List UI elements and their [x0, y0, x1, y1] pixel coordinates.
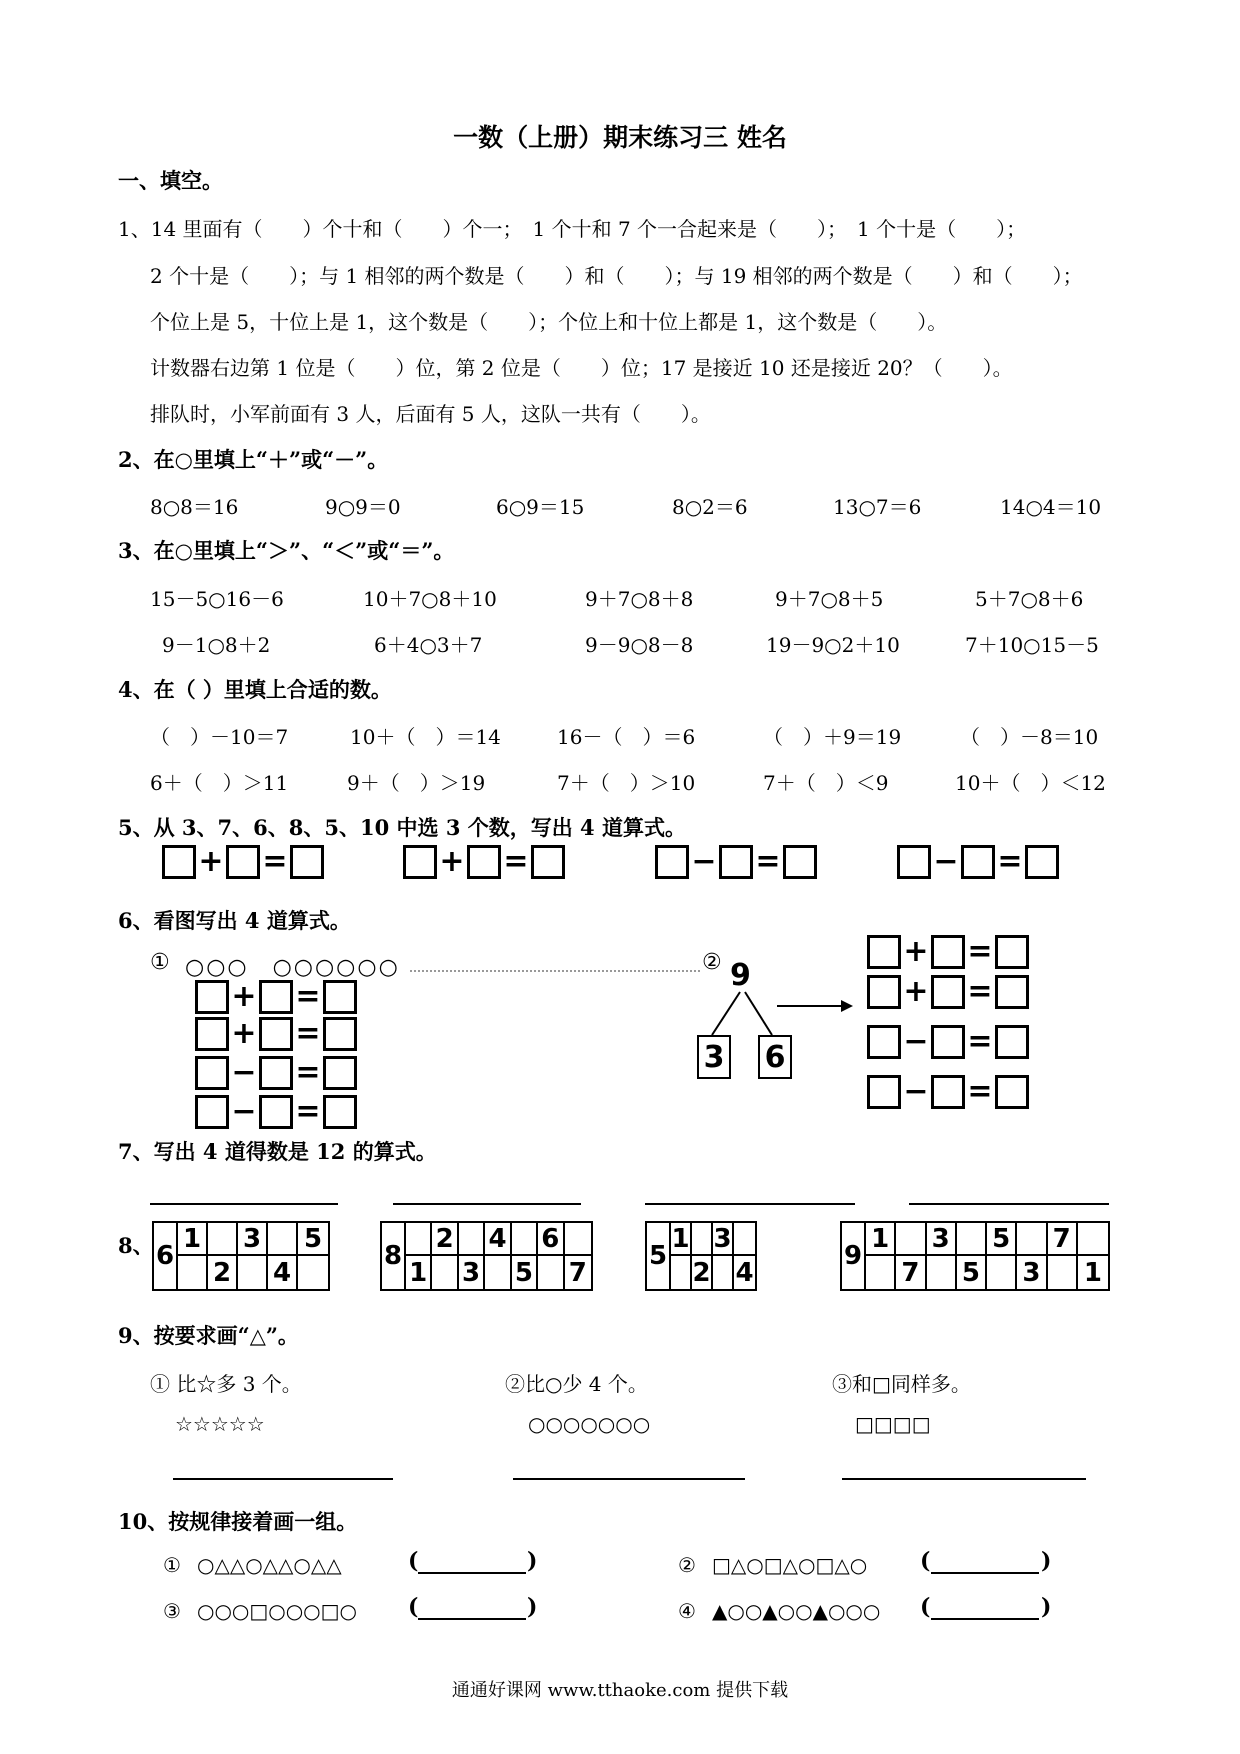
answer-box[interactable] — [323, 980, 357, 1014]
s9-question-2: ②比○少 4 个。 — [505, 1372, 648, 1396]
equals-sign: = — [295, 1055, 321, 1090]
s5-equation — [162, 845, 324, 879]
grid-cell-number: 3 — [927, 1223, 957, 1256]
s4-item: 10＋（ ）＝14 — [350, 725, 501, 749]
grid-cell-blank[interactable] — [485, 1256, 511, 1289]
equals-sign: = — [967, 1024, 993, 1059]
answer-box[interactable] — [995, 935, 1029, 969]
answer-line[interactable] — [513, 1478, 745, 1480]
s6-p2-equation — [867, 1075, 1029, 1109]
answer-box[interactable] — [931, 935, 965, 969]
answer-line[interactable] — [909, 1203, 1109, 1205]
s2-item: 13○7＝6 — [833, 495, 922, 519]
s4-item: 10＋（ ）＜12 — [955, 771, 1106, 795]
grid-cell-number: 4 — [735, 1257, 754, 1288]
s3-item: 10＋7○8＋10 — [363, 587, 497, 611]
grid-cell-blank[interactable] — [1048, 1256, 1078, 1289]
grid-cell-blank[interactable] — [866, 1256, 896, 1289]
grid-lead-number: 8 — [382, 1223, 406, 1289]
s9-question-3: ③和□同样多。 — [832, 1372, 971, 1396]
s10-item-sequence: ▲○○▲○○▲○○○ — [712, 1599, 881, 1623]
grid-cell-number: 6 — [538, 1223, 564, 1256]
s10-item-sequence: ○△△○△△○△△ — [197, 1553, 342, 1577]
bracket: ) — [1041, 1594, 1052, 1620]
grid-cell-number: 1 — [406, 1256, 432, 1289]
grid-cell-number: 1 — [866, 1223, 896, 1256]
s3-item: 6＋4○3＋7 — [374, 633, 483, 657]
equals-sign: = — [503, 844, 529, 879]
s6-p1-equation — [195, 1056, 357, 1090]
answer-box[interactable] — [403, 845, 437, 879]
answer-box[interactable] — [931, 1025, 965, 1059]
number-grid — [380, 1221, 593, 1291]
bracket: ( — [920, 1594, 931, 1620]
s2-item: 6○9＝15 — [496, 495, 585, 519]
grid-cell-blank[interactable] — [1078, 1223, 1108, 1256]
s3-item: 15－5○16－6 — [150, 587, 284, 611]
s3-item: 19－9○2＋10 — [766, 633, 900, 657]
grid-cell-blank[interactable] — [208, 1223, 238, 1256]
s6-p2-equation — [867, 1025, 1029, 1059]
grid-cell-number: 3 — [459, 1256, 485, 1289]
s1-line-4: 计数器右边第 1 位是（ ）位，第 2 位是（ ）位；17 是接近 10 还是接近 20？（ ）。 — [150, 356, 1013, 380]
answer-box[interactable] — [995, 1075, 1029, 1109]
s10-item-sequence: □△○□△○□△○ — [712, 1553, 868, 1577]
s9-figures-stars: ☆☆☆☆☆ — [175, 1412, 265, 1436]
answer-line[interactable] — [150, 1203, 338, 1205]
grid-cell-number: 3 — [238, 1223, 268, 1256]
picture-1-label: ① — [150, 950, 170, 975]
equals-sign: = — [967, 934, 993, 969]
grid-cell-number: 2 — [692, 1256, 713, 1289]
grid-cell-blank[interactable] — [459, 1223, 485, 1256]
section-8-label: 8、 — [118, 1233, 154, 1258]
section-10-heading: 10、按规律接着画一组。 — [118, 1509, 358, 1534]
s4-item: （ ）－10＝7 — [150, 725, 289, 749]
s9-question-1: ① 比☆多 3 个。 — [150, 1372, 302, 1396]
answer-box[interactable] — [195, 1056, 229, 1090]
s1-line-3: 个位上是 5，十位上是 1，这个数是（ ）；个位上和十位上都是 1，这个数是（ ）。 — [150, 310, 948, 334]
operator: − — [903, 1074, 929, 1109]
operator: + — [903, 974, 929, 1009]
answer-box[interactable] — [655, 845, 689, 879]
s1-line-2: 2 个十是（ ）；与 1 相邻的两个数是（ ）和（ ）；与 19 相邻的两个数是（ ）和（ ）； — [150, 264, 1083, 288]
answer-line[interactable] — [393, 1203, 581, 1205]
grid-cell-number: 5 — [957, 1256, 987, 1289]
section-7-heading: 7、写出 4 道得数是 12 的算式。 — [118, 1139, 437, 1164]
picture-2-label: ② — [702, 950, 722, 975]
s4-item: （ ）－8＝10 — [960, 725, 1099, 749]
grid-lead-number: 5 — [647, 1223, 671, 1289]
s4-item: 9＋（ ）＞19 — [347, 771, 486, 795]
answer-box[interactable] — [195, 1017, 229, 1051]
s6-p1-equation — [195, 1095, 357, 1129]
operator: + — [439, 844, 465, 879]
grid-cell-blank[interactable] — [538, 1256, 564, 1289]
s6-p2-equation — [867, 935, 1029, 969]
operator: − — [903, 1024, 929, 1059]
answer-box[interactable] — [961, 845, 995, 879]
grid-cell-blank[interactable] — [957, 1223, 987, 1256]
grid-cell-number: 1 — [178, 1223, 208, 1256]
answer-box[interactable] — [897, 845, 931, 879]
answer-box[interactable] — [259, 1095, 293, 1129]
answer-box[interactable] — [467, 845, 501, 879]
answer-box[interactable] — [290, 845, 324, 879]
answer-box[interactable] — [323, 1095, 357, 1129]
s4-item: 16－（ ）＝6 — [557, 725, 696, 749]
s10-item-label: ③ — [163, 1599, 181, 1623]
grid-cell-blank[interactable] — [896, 1223, 926, 1256]
bracket: ) — [1041, 1548, 1052, 1574]
section-9-heading: 9、按要求画“△”。 — [118, 1323, 299, 1348]
section-3-heading: 3、在○里填上“＞”、“＜”或“＝”。 — [118, 538, 455, 563]
equals-sign: = — [295, 1016, 321, 1051]
grid-cell-number: 1 — [1083, 1257, 1102, 1288]
s3-item: 5＋7○8＋6 — [975, 587, 1084, 611]
answer-line[interactable] — [173, 1478, 393, 1480]
bracket: ( — [408, 1548, 419, 1574]
tree-top-number: 9 — [730, 958, 751, 993]
s6-p1-equation — [195, 1017, 357, 1051]
s2-item: 14○4＝10 — [1000, 495, 1102, 519]
grid-cell-number: 3 — [713, 1223, 734, 1256]
section-6-heading: 6、看图写出 4 道算式。 — [118, 908, 351, 933]
grid-cell-blank[interactable] — [406, 1223, 432, 1256]
answer-box[interactable] — [1025, 845, 1059, 879]
s9-figures-squares: □□□□ — [855, 1412, 931, 1436]
answer-box[interactable] — [323, 1056, 357, 1090]
answer-box[interactable] — [783, 845, 817, 879]
answer-box[interactable] — [195, 1095, 229, 1129]
bracket: ) — [527, 1594, 538, 1620]
answer-box[interactable] — [195, 980, 229, 1014]
answer-line[interactable] — [418, 1618, 526, 1620]
answer-line[interactable] — [842, 1478, 1086, 1480]
equals-sign: = — [997, 844, 1023, 879]
answer-box[interactable] — [259, 1017, 293, 1051]
grid-cell-blank[interactable] — [927, 1256, 957, 1289]
grid-cell-blank[interactable] — [268, 1223, 298, 1256]
s5-equation — [897, 845, 1059, 879]
bracket: ( — [920, 1548, 931, 1574]
grid-cell-blank[interactable] — [734, 1223, 755, 1256]
answer-box[interactable] — [719, 845, 753, 879]
grid-cell-number: 5 — [298, 1223, 328, 1256]
picture-1-circles: ○○○ ○○○○○○ — [185, 955, 400, 980]
s10-item-sequence: ○○○□○○○□○ — [197, 1599, 357, 1623]
bracket: ( — [408, 1594, 419, 1620]
dotted-line — [410, 970, 700, 972]
grid-cell-number: 3 — [1017, 1256, 1047, 1289]
equals-sign: = — [755, 844, 781, 879]
grid-lead-number: 6 — [154, 1223, 178, 1289]
s3-item: 9－9○8－8 — [585, 633, 694, 657]
answer-box[interactable] — [931, 975, 965, 1009]
grid-cell-number: 4 — [485, 1223, 511, 1256]
s6-p1-equation — [195, 980, 357, 1014]
grid-cell-number: 2 — [432, 1223, 458, 1256]
answer-line[interactable] — [931, 1572, 1039, 1574]
grid-cell-blank[interactable] — [512, 1223, 538, 1256]
tree-left-number: 3 — [697, 1035, 731, 1079]
grid-cell-blank[interactable] — [1017, 1223, 1047, 1256]
s4-item: 7＋（ ）＞10 — [557, 771, 696, 795]
answer-box[interactable] — [259, 1056, 293, 1090]
answer-line[interactable] — [645, 1203, 855, 1205]
s2-item: 8○8＝16 — [150, 495, 239, 519]
answer-line[interactable] — [931, 1618, 1039, 1620]
equals-sign: = — [295, 1094, 321, 1129]
answer-box[interactable] — [259, 980, 293, 1014]
operator: − — [231, 1094, 257, 1129]
grid-cell-number: 2 — [208, 1256, 238, 1289]
operator: + — [231, 1016, 257, 1051]
grid-cell-number: 5 — [512, 1256, 538, 1289]
s1-line-5: 排队时，小军前面有 3 人，后面有 5 人，这队一共有（ ）。 — [150, 402, 711, 426]
equals-sign: = — [262, 844, 288, 879]
section-4-heading: 4、在（ ）里填上合适的数。 — [118, 677, 392, 702]
bracket: ) — [527, 1548, 538, 1574]
grid-cell-blank[interactable] — [238, 1256, 268, 1289]
answer-box[interactable] — [867, 1025, 901, 1059]
s5-equation — [403, 845, 565, 879]
answer-box[interactable] — [931, 1075, 965, 1109]
answer-box[interactable] — [162, 845, 196, 879]
page-title: 一数（上册）期末练习三 姓名 — [453, 123, 787, 152]
answer-box[interactable] — [867, 975, 901, 1009]
s1-line-1: 1、14 里面有（ ）个十和（ ）个一； 1 个十和 7 个一合起来是（ ）； 1 个十是（ ）； — [118, 217, 1027, 241]
grid-cell-blank[interactable] — [987, 1256, 1017, 1289]
number-grid — [840, 1221, 1110, 1291]
s2-item: 9○9＝0 — [325, 495, 401, 519]
tree-right-number: 6 — [758, 1035, 792, 1079]
s4-item: 7＋（ ）＜9 — [763, 771, 889, 795]
s10-item-label: ④ — [678, 1599, 696, 1623]
answer-box[interactable] — [995, 1025, 1029, 1059]
operator: + — [198, 844, 224, 879]
answer-box[interactable] — [867, 935, 901, 969]
grid-cell-number: 7 — [568, 1257, 587, 1288]
answer-box[interactable] — [226, 845, 260, 879]
operator: − — [231, 1055, 257, 1090]
operator: − — [933, 844, 959, 879]
s3-item: 9－1○8＋2 — [162, 633, 271, 657]
number-grid — [152, 1221, 330, 1291]
s4-item: 6＋（ ）＞11 — [150, 771, 289, 795]
s3-item: 9＋7○8＋5 — [775, 587, 884, 611]
grid-cell-number: 1 — [671, 1223, 692, 1256]
s3-item: 7＋10○15－5 — [965, 633, 1099, 657]
grid-cell-number: 5 — [987, 1223, 1017, 1256]
grid-cell-number: 7 — [1048, 1223, 1078, 1256]
s6-p2-equation — [867, 975, 1029, 1009]
answer-box[interactable] — [867, 1075, 901, 1109]
number-grid — [645, 1221, 757, 1291]
equals-sign: = — [295, 979, 321, 1014]
grid-cell-number: 4 — [268, 1256, 298, 1289]
grid-cell-blank[interactable] — [671, 1256, 692, 1289]
footer-credit: 通通好课网 www.tthaoke.com 提供下载 — [451, 1680, 789, 1701]
grid-cell-number: 7 — [896, 1256, 926, 1289]
operator: − — [691, 844, 717, 879]
s3-item: 9＋7○8＋8 — [585, 587, 694, 611]
grid-cell-blank[interactable] — [432, 1256, 458, 1289]
operator: + — [231, 979, 257, 1014]
grid-cell-blank[interactable] — [713, 1256, 734, 1289]
s10-item-label: ① — [163, 1553, 181, 1577]
grid-cell-blank[interactable] — [692, 1223, 713, 1256]
s10-item-label: ② — [678, 1553, 696, 1577]
section-1-heading: 一、填空。 — [118, 168, 223, 193]
section-5-heading: 5、从 3、7、6、8、5、10 中选 3 个数，写出 4 道算式。 — [118, 815, 686, 840]
s2-item: 8○2＝6 — [672, 495, 748, 519]
s9-figures-circles: ○○○○○○○ — [528, 1412, 651, 1436]
equals-sign: = — [967, 974, 993, 1009]
answer-box[interactable] — [531, 845, 565, 879]
grid-cell-blank[interactable] — [178, 1256, 208, 1289]
section-2-heading: 2、在○里填上“＋”或“－”。 — [118, 447, 389, 472]
answer-line[interactable] — [418, 1572, 526, 1574]
answer-box[interactable] — [995, 975, 1029, 1009]
grid-cell-blank[interactable] — [565, 1223, 591, 1256]
grid-cell-blank[interactable] — [298, 1256, 328, 1289]
grid-lead-number: 9 — [842, 1223, 866, 1289]
s5-equation — [655, 845, 817, 879]
equals-sign: = — [967, 1074, 993, 1109]
operator: + — [903, 934, 929, 969]
arrow-icon — [775, 996, 855, 1016]
answer-box[interactable] — [323, 1017, 357, 1051]
s4-item: （ ）＋9＝19 — [763, 725, 902, 749]
